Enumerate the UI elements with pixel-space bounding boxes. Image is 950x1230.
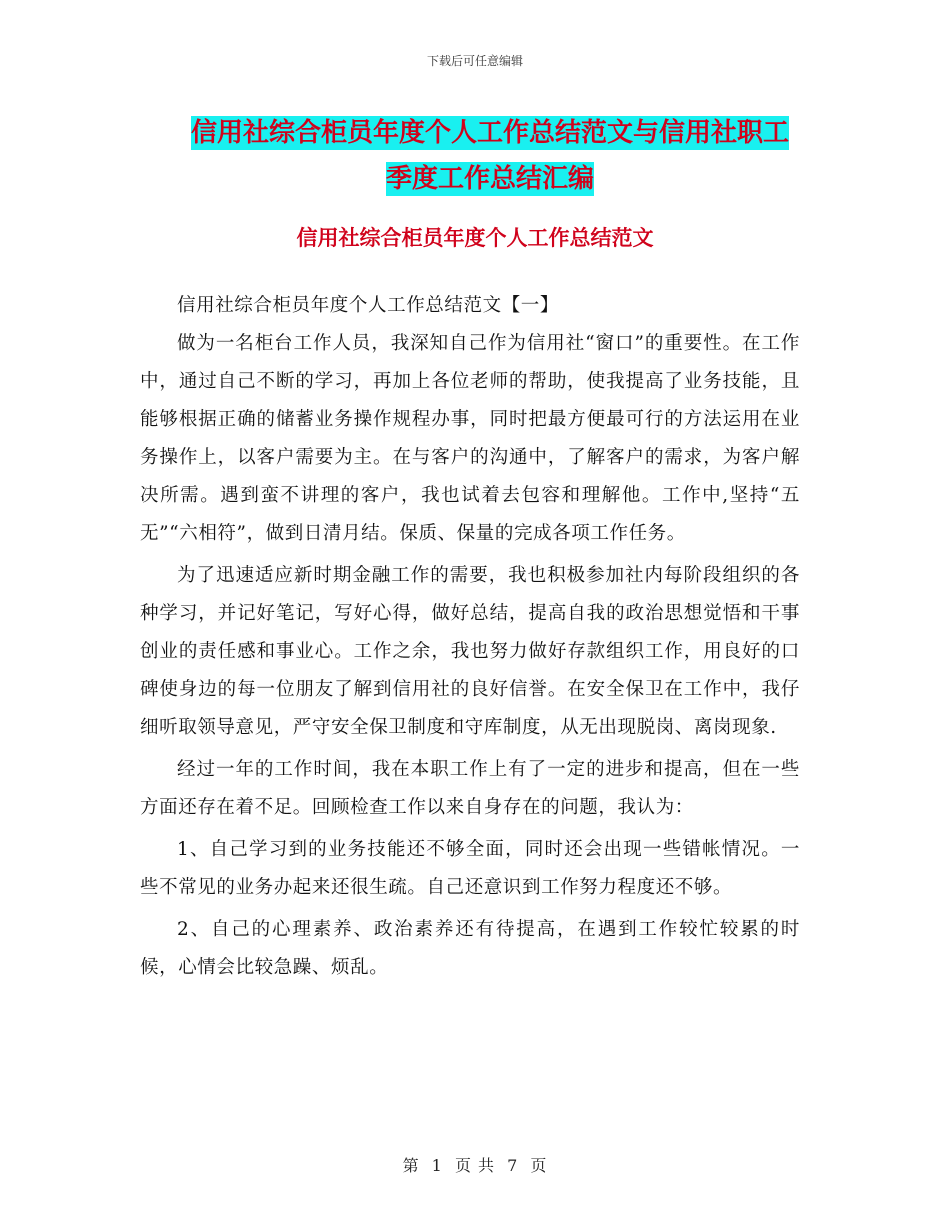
- footer-page-number: 1: [431, 1156, 443, 1175]
- paragraph: 经过一年的工作时间，我在本职工作上有了一定的进步和提高，但在一些方面还存在着不足。回顾检查工作以来自身存在的问题，我认为：: [140, 759, 800, 818]
- section-title: 信用社综合柜员年度个人工作总结范文: [296, 226, 654, 250]
- footer-suffix: 页: [530, 1156, 548, 1175]
- page-footer: [0, 1153, 950, 1176]
- title-line-2: 季度工作总结汇编: [385, 164, 594, 194]
- footer-total-pages: 7: [507, 1156, 519, 1175]
- paragraph: 2、自己的心理素养、政治素养还有待提高，在遇到工作较忙较累的时候，心情会比较急躁、烦乱。: [140, 919, 800, 978]
- footer-middle: 页 共: [454, 1156, 496, 1175]
- paragraph: 为了迅速适应新时期金融工作的需要，我也积极参加社内每阶段组织的各种学习，并记好笔记，写好心得，做好总结，提高自我的政治思想觉悟和干事创业的责任感和事业心。工作之余，我也努力做好存款组织工作，用良好的口碑使身边的每一位朋友了解到信用社的良好信誉。在安全保卫在工作中，我仔细听取领导意见，严守安全保卫制度和守库制度，从无出现脱岗、离岗现象.: [140, 565, 800, 738]
- paragraph: 做为一名柜台工作人员，我深知自己作为信用社“窗口”的重要性。在工作中，通过自己不断的学习，再加上各位老师的帮助，使我提高了业务技能，且能够根据正确的储蓄业务操作规程办事，同时把最方便最可行的方法运用在业务操作上，以客户需要为主。在与客户的沟通中，了解客户的需求，为客户解决所需。遇到蛮不讲理的客户，我也试着去包容和理解他。工作中,坚持“五无”“六相符”，做到日清月结。保质、保量的完成各项工作任务。: [140, 333, 800, 544]
- document-title: [140, 110, 840, 202]
- header-note: 下载后可任意编辑: [426, 54, 523, 68]
- document-body: [140, 287, 800, 987]
- footer-prefix: 第: [402, 1156, 420, 1175]
- paragraph: 信用社综合柜员年度个人工作总结范文【一】: [177, 295, 560, 316]
- title-line-1: 信用社综合柜员年度个人工作总结范文与信用社职工: [190, 118, 789, 148]
- paragraph: 1、自己学习到的业务技能还不够全面，同时还会出现一些错帐情况。一些不常见的业务办起来还很生疏。自己还意识到工作努力程度还不够。: [140, 839, 800, 898]
